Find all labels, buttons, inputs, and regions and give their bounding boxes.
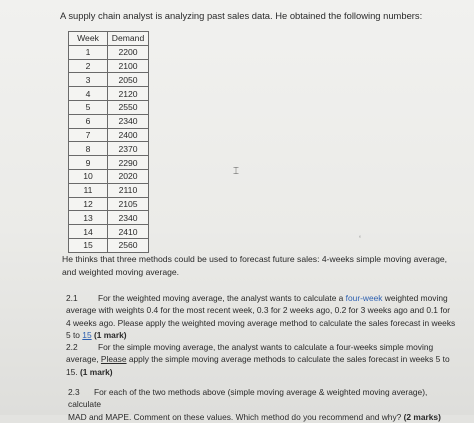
q21-mark: (1 mark)	[91, 329, 127, 340]
table-row	[69, 100, 149, 114]
q23-number: 2.3	[68, 387, 80, 397]
header-demand: Demand	[108, 32, 149, 46]
q22-line-1	[66, 341, 456, 353]
q22-text-c: apply the simple moving average methods to calculate the sales forecast in weeks 5 to	[126, 354, 450, 365]
week-cell: 14	[69, 225, 108, 239]
q22-line-3	[66, 366, 456, 378]
week-cell: 10	[69, 169, 108, 183]
methods-line-2: and weighted moving average.	[62, 267, 180, 277]
q23-line-2	[68, 411, 458, 423]
q21-number: 2.1	[66, 293, 78, 303]
table-row	[69, 238, 149, 252]
week-cell: 15	[69, 238, 108, 252]
table-row	[69, 225, 149, 239]
week-cell: 8	[69, 142, 108, 156]
week-cell: 5	[69, 100, 108, 114]
week-cell: 7	[69, 128, 108, 142]
demand-cell: 2340	[108, 114, 149, 128]
q22-please: Please	[100, 354, 127, 365]
table-row	[69, 114, 149, 128]
text-cursor-icon: ⌶	[233, 166, 239, 177]
q23-text-b: MAD and MAPE. Comment on these values. Which method do you recommend and why?	[68, 411, 404, 422]
table-row	[69, 73, 149, 87]
table-row	[69, 45, 149, 59]
q21-line-2: average with weights 0.4 for the most recent week, 0.3 for 2 weeks ago, 0.2 for 3 weeks ago and 0.1 for	[66, 305, 451, 316]
demand-cell: 2020	[108, 169, 149, 183]
q23-line-1	[68, 386, 458, 411]
week-cell: 11	[69, 183, 108, 197]
q22-mark: (1 mark)	[79, 366, 113, 377]
week-cell: 9	[69, 156, 108, 170]
demand-cell: 2050	[108, 73, 149, 87]
q21-text-b: weighted moving	[382, 293, 448, 303]
table-header-row	[69, 32, 149, 46]
week-cell: 12	[69, 197, 108, 211]
week-cell: 13	[69, 211, 108, 225]
table-row	[69, 169, 149, 183]
q22-text-d: 15.	[66, 366, 80, 377]
demand-cell: 2370	[108, 142, 149, 156]
demand-cell: 2400	[108, 128, 149, 142]
demand-cell: 2560	[108, 238, 149, 252]
q22-text-a: For the simple moving average, the analyst wants to calculate a four-weeks simple moving	[98, 342, 434, 352]
q23-mark: (2 marks)	[403, 411, 441, 422]
methods-line-1: He thinks that three methods could be used to forecast future sales: 4-weeks simple moving average,	[62, 254, 448, 264]
q22-number: 2.2	[66, 342, 78, 352]
demand-cell: 2410	[108, 225, 149, 239]
week-cell: 2	[69, 59, 108, 73]
q21-line-4	[66, 329, 456, 341]
demand-cell: 2110	[108, 183, 149, 197]
demand-cell: 2120	[108, 87, 149, 101]
table-row	[69, 128, 149, 142]
header-week: Week	[69, 32, 108, 46]
week-cell: 3	[69, 73, 108, 87]
demand-cell: 2290	[108, 156, 149, 170]
table-row	[69, 197, 149, 211]
question-2-3	[68, 386, 458, 423]
demand-cell: 2100	[108, 59, 149, 73]
intro-text: A supply chain analyst is analyzing past sales data. He obtained the following numbers:	[60, 10, 423, 21]
question-2-1	[66, 292, 456, 341]
table-row	[69, 142, 149, 156]
q21-line-3: 4 weeks ago. Please apply the weighted moving average method to calculate the sales forecast in weeks	[66, 317, 456, 328]
table-row	[69, 156, 149, 170]
q21-link-15[interactable]: 15	[82, 329, 92, 340]
demand-cell: 2340	[108, 211, 149, 225]
question-2-2	[66, 341, 456, 378]
q21-text-a: For the weighted moving average, the analyst wants to calculate a	[98, 293, 346, 303]
demand-cell: 2105	[108, 197, 149, 211]
week-cell: 4	[69, 87, 108, 101]
stray-mark-icon: ‘	[359, 234, 361, 244]
week-cell: 6	[69, 114, 108, 128]
q21-link-four-week[interactable]: four-week	[345, 293, 383, 303]
table-row	[69, 87, 149, 101]
demand-cell: 2200	[108, 45, 149, 59]
q22-line-2	[66, 353, 456, 365]
sales-table	[68, 31, 149, 253]
demand-cell: 2550	[108, 100, 149, 114]
q21-line-1	[66, 292, 456, 304]
q23-text-a: For each of the two methods above (simple moving average & weighted moving average), calculate	[68, 387, 428, 410]
q21-text-c: 5 to	[66, 329, 83, 340]
table-row	[69, 183, 149, 197]
table-row	[69, 59, 149, 73]
q22-text-b: average,	[66, 354, 101, 365]
week-cell: 1	[69, 45, 108, 59]
table-row	[69, 211, 149, 225]
